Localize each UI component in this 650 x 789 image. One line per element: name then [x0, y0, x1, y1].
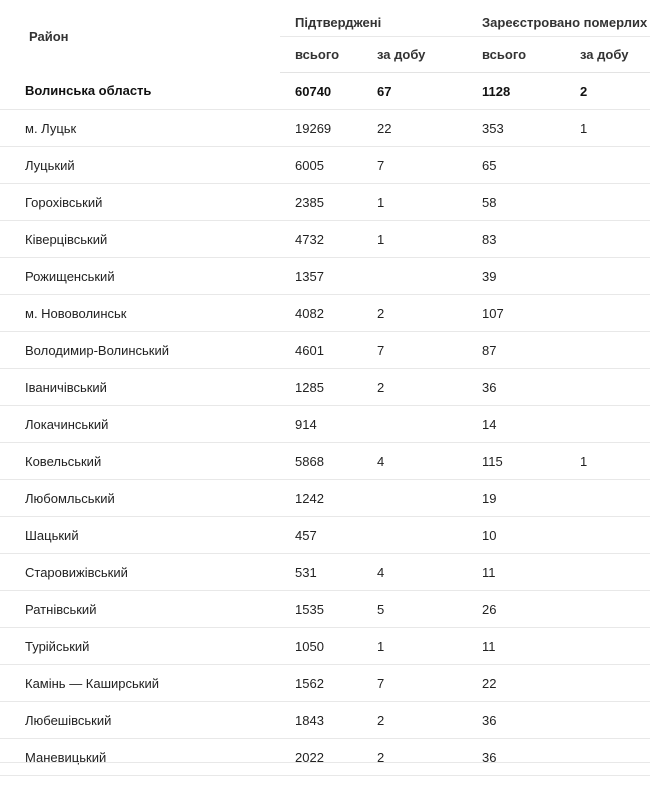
- deaths-total: 353: [464, 110, 563, 147]
- table-row: [0, 221, 650, 258]
- confirmed-per-day: 1: [362, 221, 464, 258]
- deaths-total: 11: [464, 554, 563, 591]
- deaths-total: 58: [464, 184, 563, 221]
- deaths-total: 1128: [464, 73, 563, 110]
- deaths-total: 87: [464, 332, 563, 369]
- confirmed-total: 1285: [280, 369, 362, 406]
- confirmed-total: 1242: [280, 480, 362, 517]
- header-deaths: Зареєстровано померлих: [464, 0, 650, 37]
- confirmed-per-day: 4: [362, 443, 464, 480]
- confirmed-total: 60740: [280, 73, 362, 110]
- district-name: Шацький: [0, 517, 280, 554]
- deaths-per-day: [563, 517, 650, 554]
- district-name: Ківерцівський: [0, 221, 280, 258]
- district-name: Ратнівський: [0, 591, 280, 628]
- table-row: [0, 295, 650, 332]
- deaths-per-day: [563, 295, 650, 332]
- confirmed-total: 6005: [280, 147, 362, 184]
- confirmed-per-day: [362, 480, 464, 517]
- table-row: [0, 184, 650, 221]
- deaths-total: 26: [464, 591, 563, 628]
- district-name: Любешівський: [0, 702, 280, 739]
- table-row: [0, 628, 650, 665]
- confirmed-total: 2022: [280, 739, 362, 776]
- district-name: Горохівський: [0, 184, 280, 221]
- deaths-per-day: [563, 554, 650, 591]
- deaths-total: 22: [464, 665, 563, 702]
- header-deaths-total: всього: [464, 37, 563, 73]
- table-row: [0, 406, 650, 443]
- confirmed-per-day: 4: [362, 554, 464, 591]
- district-name: Турійський: [0, 628, 280, 665]
- deaths-per-day: [563, 221, 650, 258]
- confirmed-per-day: 7: [362, 332, 464, 369]
- deaths-per-day: [563, 332, 650, 369]
- confirmed-total: 2385: [280, 184, 362, 221]
- district-name: Маневицький: [0, 739, 280, 776]
- deaths-per-day: 1: [563, 443, 650, 480]
- confirmed-per-day: 2: [362, 702, 464, 739]
- deaths-per-day: [563, 480, 650, 517]
- confirmed-per-day: 5: [362, 591, 464, 628]
- deaths-total: 11: [464, 628, 563, 665]
- confirmed-total: 4732: [280, 221, 362, 258]
- table-row: [0, 665, 650, 702]
- deaths-per-day: [563, 184, 650, 221]
- header-confirmed-total: всього: [280, 37, 362, 73]
- district-name: Іваничівський: [0, 369, 280, 406]
- table-row: [0, 258, 650, 295]
- confirmed-per-day: [362, 406, 464, 443]
- confirmed-total: 457: [280, 517, 362, 554]
- table-row: [0, 332, 650, 369]
- table-row: [0, 554, 650, 591]
- table-header: [0, 0, 650, 73]
- district-name: м. Нововолинськ: [0, 295, 280, 332]
- confirmed-per-day: 7: [362, 665, 464, 702]
- deaths-total: 36: [464, 739, 563, 776]
- deaths-total: 39: [464, 258, 563, 295]
- deaths-total: 83: [464, 221, 563, 258]
- confirmed-total: 1562: [280, 665, 362, 702]
- deaths-total: 115: [464, 443, 563, 480]
- confirmed-per-day: 1: [362, 628, 464, 665]
- table-row: [0, 147, 650, 184]
- confirmed-per-day: 67: [362, 73, 464, 110]
- confirmed-total: 531: [280, 554, 362, 591]
- district-name: Локачинський: [0, 406, 280, 443]
- deaths-per-day: [563, 147, 650, 184]
- deaths-per-day: [563, 665, 650, 702]
- header-deaths-per-day: за добу: [563, 37, 650, 73]
- deaths-per-day: 1: [563, 110, 650, 147]
- table-row: [0, 443, 650, 480]
- deaths-per-day: 2: [563, 73, 650, 110]
- confirmed-per-day: [362, 258, 464, 295]
- deaths-total: 107: [464, 295, 563, 332]
- header-confirmed: Підтверджені: [280, 0, 464, 37]
- table-body: [0, 73, 650, 776]
- district-name: Луцький: [0, 147, 280, 184]
- confirmed-total: 914: [280, 406, 362, 443]
- confirmed-total: 1357: [280, 258, 362, 295]
- confirmed-total: 5868: [280, 443, 362, 480]
- confirmed-total: 1050: [280, 628, 362, 665]
- deaths-total: 36: [464, 369, 563, 406]
- confirmed-total: 4082: [280, 295, 362, 332]
- header-confirmed-per-day: за добу: [362, 37, 464, 73]
- confirmed-per-day: [362, 517, 464, 554]
- deaths-per-day: [563, 406, 650, 443]
- table-row: [0, 702, 650, 739]
- deaths-per-day: [563, 591, 650, 628]
- district-name: Рожищенський: [0, 258, 280, 295]
- district-name: Любомльський: [0, 480, 280, 517]
- confirmed-per-day: 7: [362, 147, 464, 184]
- district-name: Старовижівський: [0, 554, 280, 591]
- table-row: [0, 110, 650, 147]
- table-bottom-border: [0, 762, 650, 763]
- table-row: [0, 480, 650, 517]
- district-name: Володимир-Волинський: [0, 332, 280, 369]
- deaths-per-day: [563, 702, 650, 739]
- table-row: [0, 369, 650, 406]
- deaths-total: 10: [464, 517, 563, 554]
- deaths-total: 19: [464, 480, 563, 517]
- district-name: Камінь — Каширський: [0, 665, 280, 702]
- deaths-per-day: [563, 628, 650, 665]
- deaths-total: 36: [464, 702, 563, 739]
- confirmed-per-day: 2: [362, 739, 464, 776]
- district-name: м. Луцьк: [0, 110, 280, 147]
- confirmed-total: 4601: [280, 332, 362, 369]
- district-name: Волинська область: [0, 73, 280, 110]
- deaths-per-day: [563, 369, 650, 406]
- table-row: [0, 517, 650, 554]
- deaths-per-day: [563, 739, 650, 776]
- confirmed-total: 1843: [280, 702, 362, 739]
- deaths-total: 65: [464, 147, 563, 184]
- confirmed-total: 1535: [280, 591, 362, 628]
- deaths-total: 14: [464, 406, 563, 443]
- deaths-per-day: [563, 258, 650, 295]
- table-row-total: [0, 73, 650, 110]
- confirmed-total: 19269: [280, 110, 362, 147]
- confirmed-per-day: 2: [362, 295, 464, 332]
- table-row: [0, 739, 650, 776]
- header-rayon: Район: [29, 28, 69, 44]
- confirmed-per-day: 1: [362, 184, 464, 221]
- confirmed-per-day: 22: [362, 110, 464, 147]
- table-row: [0, 591, 650, 628]
- confirmed-per-day: 2: [362, 369, 464, 406]
- district-name: Ковельський: [0, 443, 280, 480]
